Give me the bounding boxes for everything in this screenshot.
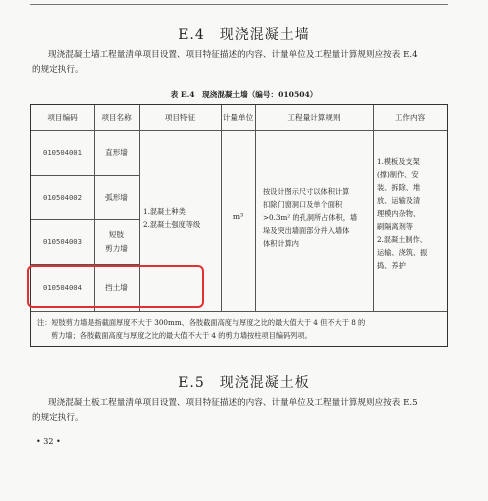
rule-line-4: 垛及突出墙面部分并入墙体 [263,226,350,235]
work-line-1: 1.模板及支架 [377,157,420,166]
section-e4-title: E.4 现浇混凝土墙 [178,27,310,43]
rule-line-1: 按设计图示尺寸以体积计算 [263,187,350,196]
e4-paragraph-line-1: 现浇混凝土墙工程量清单项目设置、项目特征描述的内容、计量单位及工程量计算规则应按表 E.4 [48,50,418,60]
row-2-code: 010504002 [43,193,82,202]
header-name: 项目名称 [101,113,132,122]
row-4-code: 010504004 [43,283,82,292]
row-3-code: 010504003 [43,237,82,246]
row-2-name: 弧形墙 [105,193,128,202]
row-divider [31,219,139,220]
top-rule [30,0,448,5]
rule-line-5: 体积计算内 [263,239,299,248]
row-3-name-line-1: 短肢 [108,230,125,239]
header-work: 工作内容 [394,113,426,122]
work-line-7: 2.混凝土制作、 [377,235,427,244]
e4-paragraph-line-2: 的规定执行。 [32,65,84,75]
rule-line-2: 扣除门窗洞口及单个面积 [263,200,343,209]
note-divider [31,311,447,312]
work-line-6: 刷隔离剂等 [377,222,413,231]
highlight-box [27,265,204,308]
work-line-9: 捣、养护 [377,261,406,270]
row-4-name: 挡土墙 [105,283,128,292]
header-rule: 工程量计算规则 [287,113,341,122]
work-line-5: 理模内杂物、 [377,209,421,218]
col-divider [221,105,222,311]
section-e5-title: E.5 现浇混凝土板 [178,375,310,391]
table-e4 [30,104,448,347]
e5-paragraph [32,396,450,426]
work-line-3: 装、拆除、堆 [377,183,421,192]
rule-line-3: >0.3m² 的孔洞所占体积，墙 [263,213,358,222]
row-1-code: 010504001 [43,148,82,157]
work-line-4: 放、运输及清 [377,196,421,205]
page-number: • 32 • [36,437,61,446]
work-line-8: 运输、浇筑、振 [377,248,428,257]
header-divider [31,130,447,131]
note-line-1: 注：短肢剪力墙是指截面厚度不大于 300mm、各肢截面高度与厚度之比的最大值大于 4 但不大于 8 的 [37,318,366,327]
note-line-2: 剪力墙；各肢截面高度与厚度之比的最大值不大于 4 的剪力墙按柱项目编码列项。 [51,331,312,340]
header-unit: 计量单位 [222,113,254,122]
table-note [37,316,443,342]
row-1-name: 直形墙 [105,148,128,157]
col-divider [255,105,256,311]
row-divider [31,175,139,176]
header-features: 项目特征 [164,113,196,122]
row-3-name-line-2: 剪力墙 [105,244,128,253]
features-line-1: 1.混凝土种类 [143,207,186,216]
unit-value: m³ [232,212,244,221]
e5-paragraph-line-2: 的规定执行。 [32,413,84,423]
col-divider [373,105,374,311]
table-caption: 表 E.4 现浇混凝土墙（编号：010504） [170,90,318,99]
header-code: 项目编码 [47,113,78,122]
work-line-2: (撑)制作、安 [377,170,419,179]
e4-paragraph [32,48,450,78]
e5-paragraph-line-1: 现浇混凝土板工程量清单项目设置、项目特征描述的内容、计量单位及工程量计算规则应按表 E.5 [48,398,418,408]
features-line-2: 2.混凝土强度等级 [143,220,201,229]
